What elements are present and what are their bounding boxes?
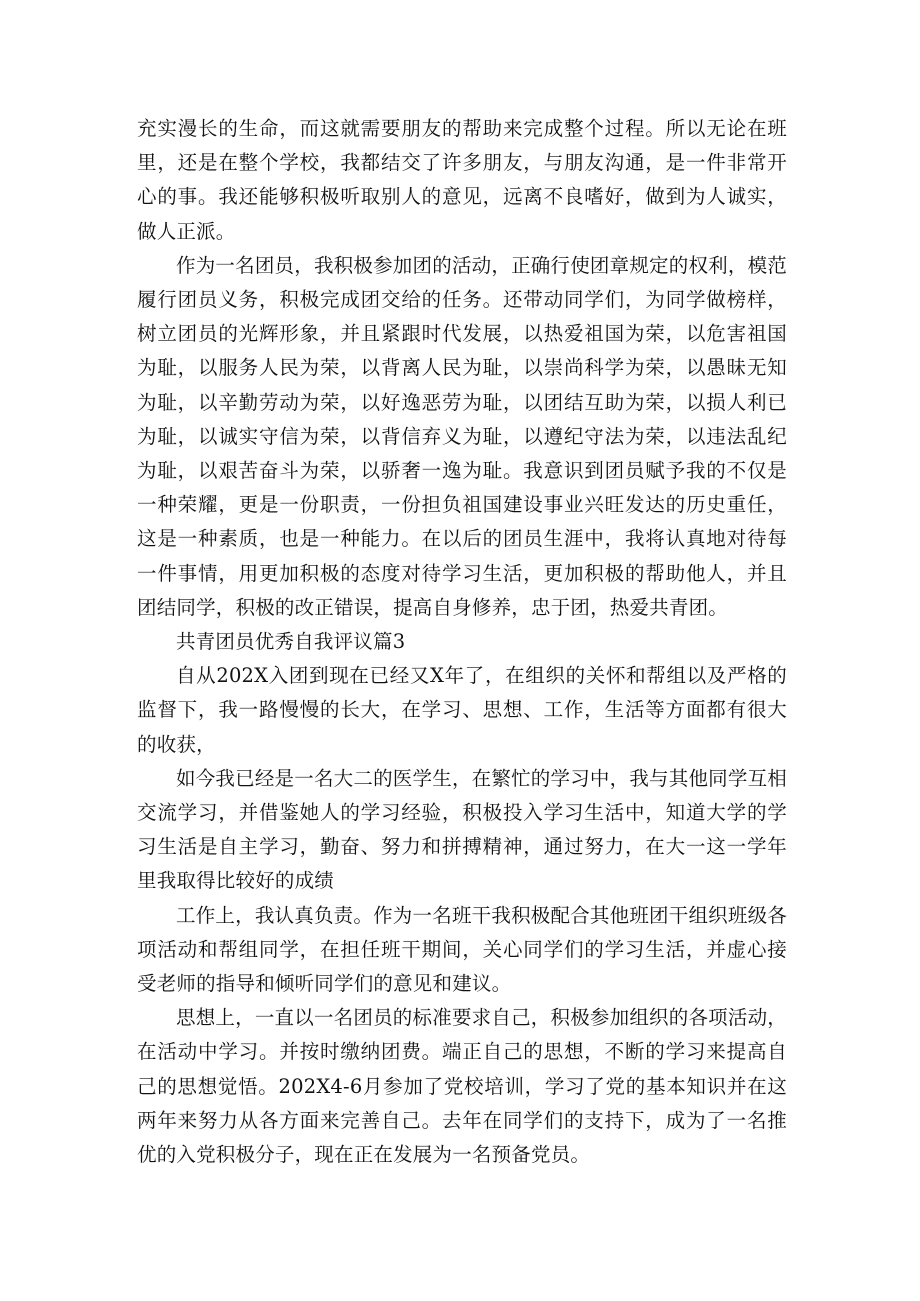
document-body [137, 112, 787, 1172]
paragraph-4: 如今我已经是一名大二的医学生，在繁忙的学习中，我与其他同学互相交流学习，并借鉴她人的学习经验，积极投入学习生活中，知道大学的学习生活是自主学习，勤奋、努力和拼搏精神，通过努力，在大一这一学年里我取得比较好的成绩 [137, 766, 787, 893]
paragraph-3: 自从202X入团到现在已经又X年了，在组织的关怀和帮组以及严格的监督下，我一路慢慢的长大，在学习、思想、工作，生活等方面都有很大的收获， [137, 664, 787, 756]
paragraph-6: 思想上，一直以一名团员的标准要求自己，积极参加组织的各项活动，在活动中学习。并按时缴纳团费。端正自己的思想，不断的学习来提高自己的思想觉悟。202X4-6月参加了党校培训，学习了党的基本知识并在这两年来努力从各方面来完善自己。去年在同学们的支持下，成为了一名推优的入党积极分子，现在正在发展为一名预备党员。 [137, 1006, 787, 1167]
paragraph-2: 作为一名团员，我积极参加团的活动，正确行使团章规定的权利，模范履行团员义务，积极完成团交给的任务。还带动同学们，为同学做榜样，树立团员的光辉形象，并且紧跟时代发展，以热爱祖国为荣，以危害祖国为耻，以服务人民为荣，以背离人民为耻，以崇尚科学为荣，以愚昧无知为耻，以辛勤劳动为荣，以好逸恶劳为耻，以团结互助为荣，以损人利已为耻，以诚实守信为荣，以背信弃义为耻，以遵纪守法为荣，以违法乱纪为耻，以艰苦奋斗为荣，以骄奢一逸为耻。我意识到团员赋予我的不仅是一种荣耀，更是一份职责，一份担负祖国建设事业兴旺发达的历史重任，这是一种素质，也是一种能力。在以后的团员生涯中，我将认真地对待每一件事情，用更加积极的态度对待学习生活，更加积极的帮助他人，并且团结同学，积极的改正错误，提高自身修养，忠于团，热爱共青团。 [137, 253, 787, 619]
paragraph-5: 工作上，我认真负责。作为一名班干我积极配合其他班团干组织班级各项活动和帮组同学，在担任班干期间，关心同学们的学习生活，并虚心接受老师的指导和倾听同学们的意见和建议。 [137, 903, 787, 996]
section-heading: 共青团员优秀自我评议篇3 [176, 630, 406, 654]
paragraph-1: 充实漫长的生命，而这就需要朋友的帮助来完成整个过程。所以无论在班里，还是在整个学校，我都结交了许多朋友，与朋友沟通，是一件非常开心的事。我还能够积极听取别人的意见，远离不良嗜好，做到为人诚实，做人正派。 [137, 117, 787, 243]
